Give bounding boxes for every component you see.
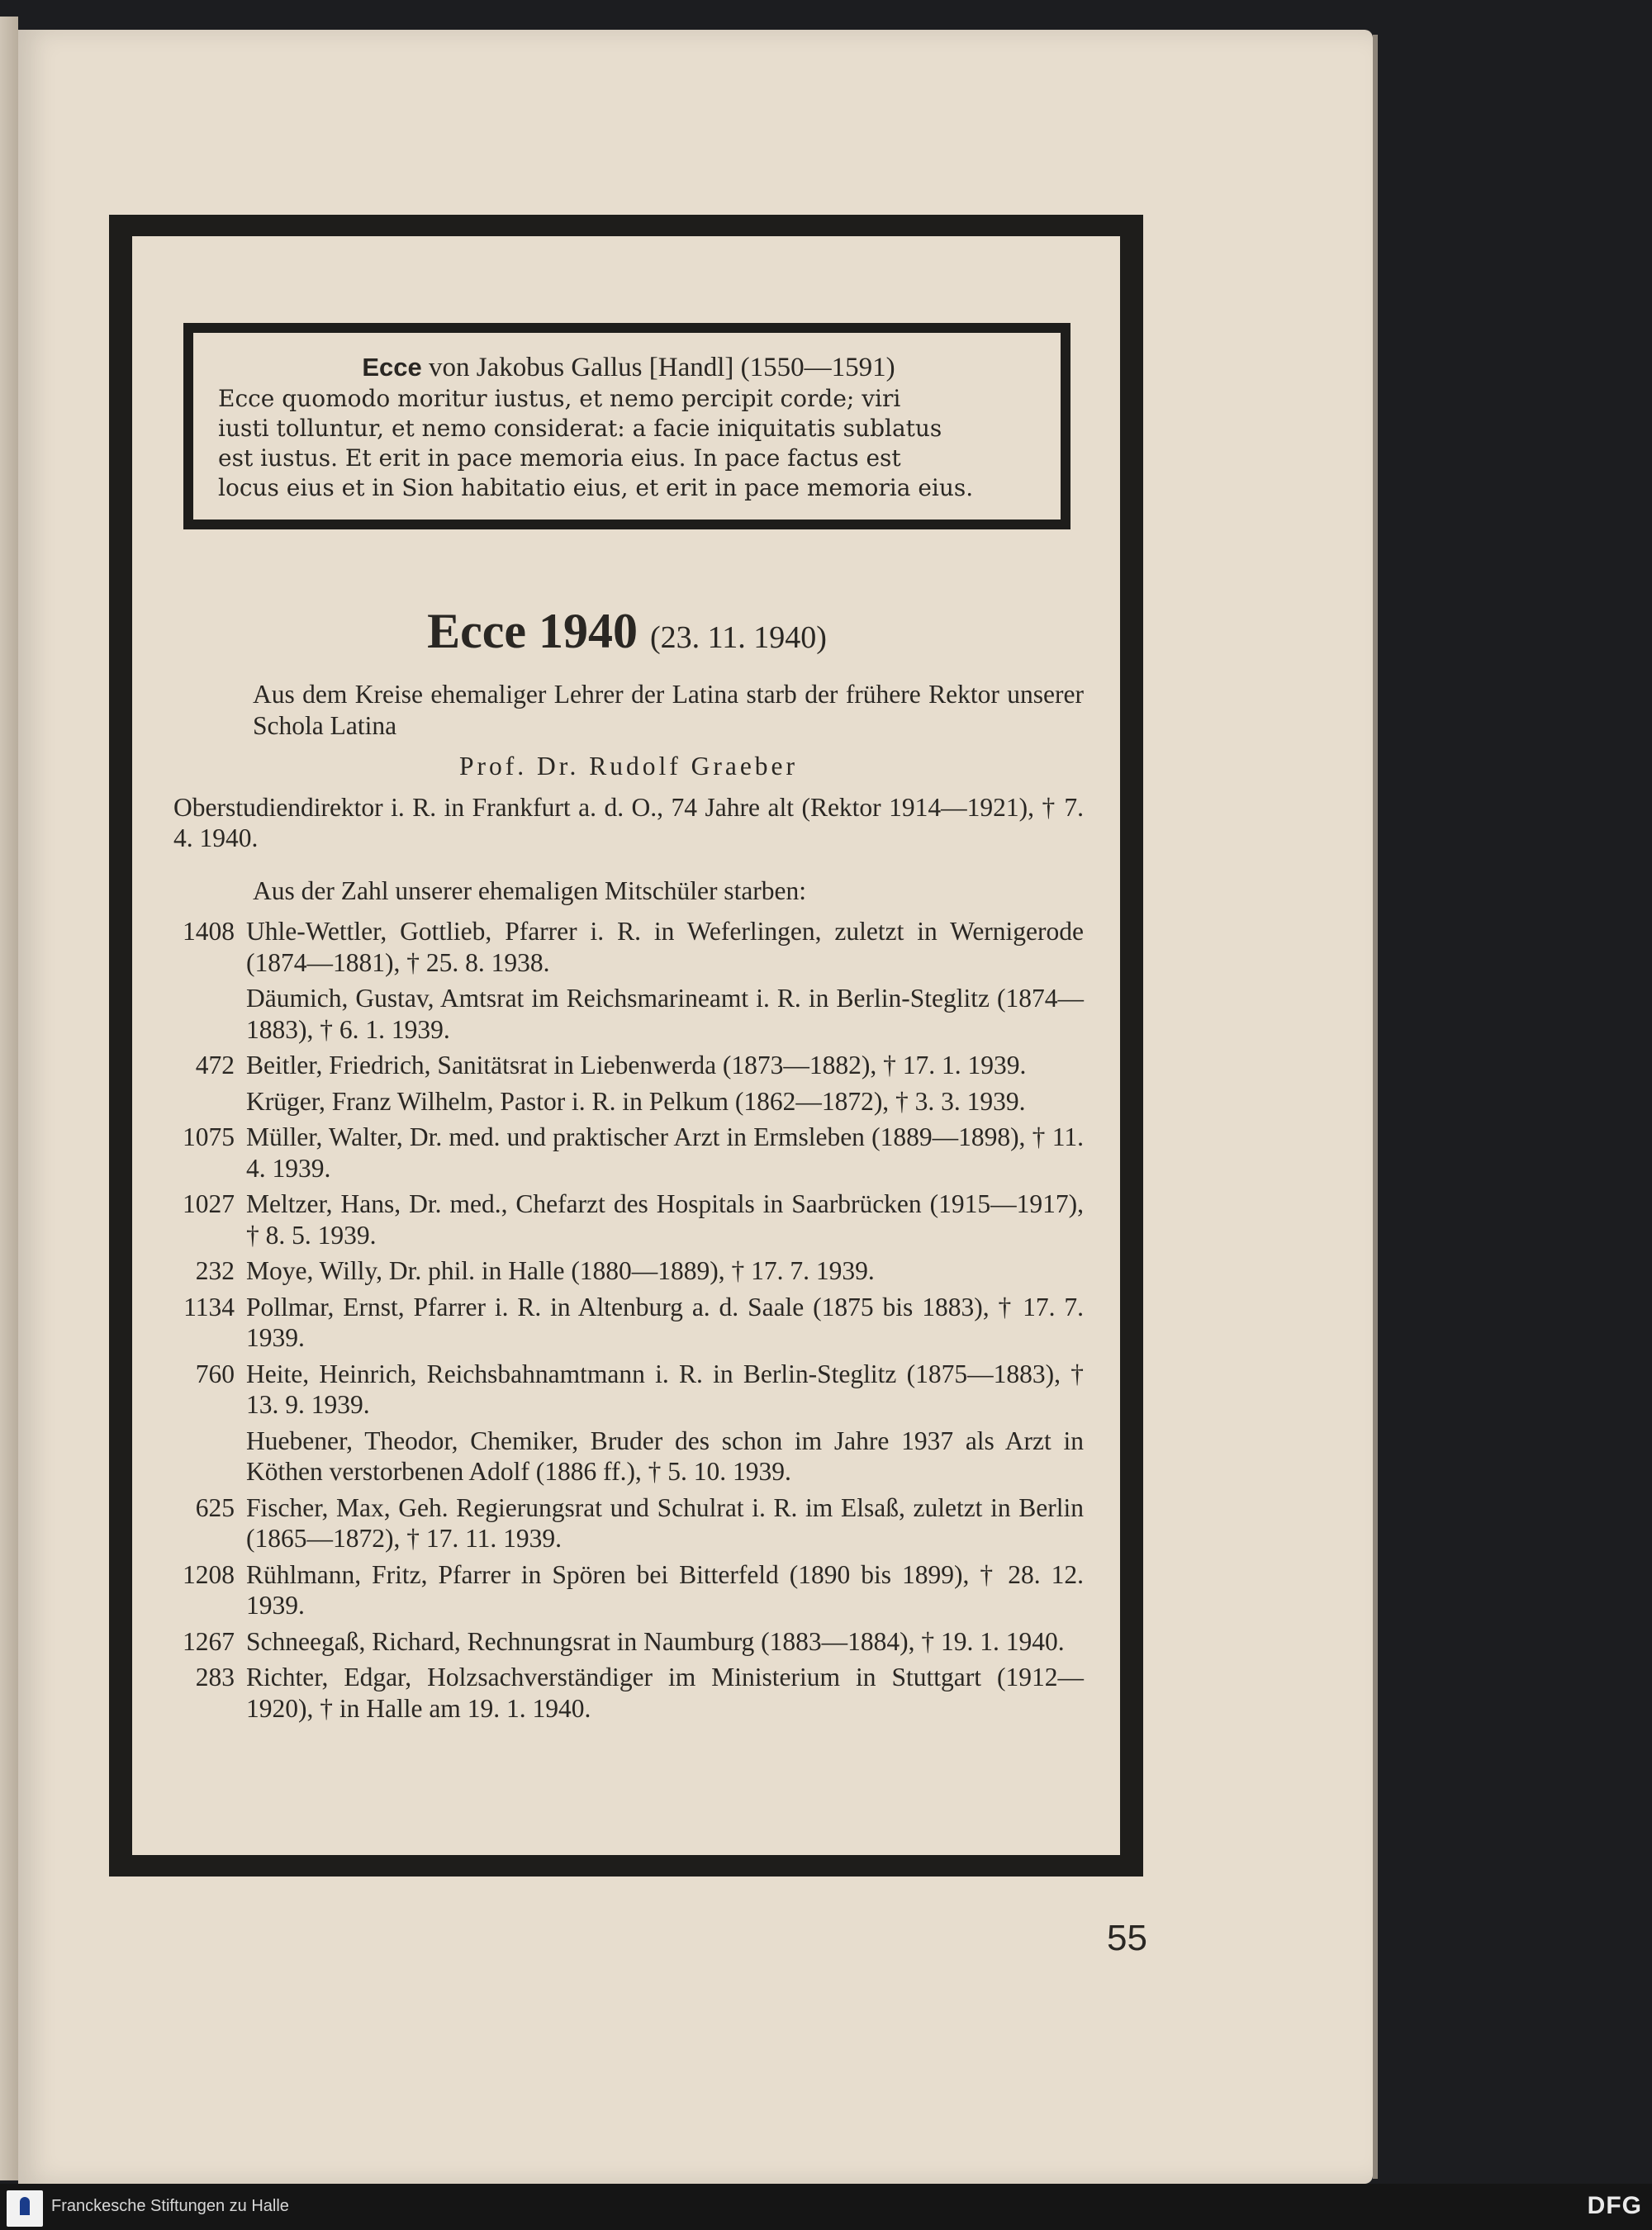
entry-text: Meltzer, Hans, Dr. med., Chefarzt des Hospitals in Saarbrücken (1915—1917), † 8. 5. 1939.	[246, 1189, 1084, 1250]
entry-text: Huebener, Theodor, Chemiker, Bruder des schon im Jahre 1937 als Arzt in Köthen verstorbenen Adolf (1886 ff.), † 5. 10. 1939.	[246, 1426, 1084, 1486]
entry-number: 283	[195, 1663, 235, 1691]
title-main: Ecce 1940	[427, 604, 638, 658]
entry-text: Rühlmann, Fritz, Pfarrer in Spören bei Bitterfeld (1890 bis 1899), † 28. 12. 1939.	[246, 1559, 1084, 1620]
ecce-motet-text	[218, 384, 1039, 503]
rector-detail: Oberstudiendirektor i. R. in Frankfurt a. d. O., 74 Jahre alt (Rektor 1914—1921), † 7. 4. 1940.	[173, 792, 1084, 852]
entry-text: Pollmar, Ernst, Pfarrer i. R. in Altenburg a. d. Saale (1875 bis 1883), † 17. 7. 1939.	[246, 1292, 1084, 1352]
ecce-motet-heading	[218, 353, 1039, 382]
institution-name[interactable]: Franckesche Stiftungen zu Halle	[51, 2197, 289, 2215]
entry-number: 1134	[183, 1292, 235, 1321]
entry-text: Beitler, Friedrich, Sanitätsrat in Liebenwerda (1873—1882), † 17. 1. 1939.	[246, 1051, 1027, 1079]
entry-number: 1075	[183, 1122, 235, 1151]
entry-text: Krüger, Franz Wilhelm, Pastor i. R. in Pelkum (1862—1872), † 3. 3. 1939.	[246, 1086, 1026, 1116]
page-edge	[1373, 35, 1378, 2179]
entry-text: Schneegaß, Richard, Rechnungsrat in Naumburg (1883—1884), † 19. 1. 1940.	[246, 1626, 1065, 1656]
list-item	[173, 916, 1084, 978]
entry-text: Uhle-Wettler, Gottlieb, Pfarrer i. R. in Weferlingen, zuletzt in Wernigerode (1874—1881), † 25. 8. 1938.	[246, 917, 1084, 977]
previous-page-edge	[0, 17, 18, 2180]
entry-text: Heite, Heinrich, Reichsbahnamtmann i. R. in Berlin-Steglitz (1875—1883), † 13. 9. 1939.	[246, 1359, 1084, 1419]
entry-number: 232	[195, 1256, 235, 1285]
list-item	[173, 1426, 1084, 1487]
ecce-motet-line: est iustus. Et erit in pace memoria eius. In pace factus est	[218, 444, 901, 472]
entry-text: Däumich, Gustav, Amtsrat im Reichsmarineamt i. R. in Berlin-Steglitz (1874—1883), † 6. 1. 1939.	[246, 984, 1084, 1044]
list-item	[173, 1086, 1084, 1117]
institution-logo-icon[interactable]	[7, 2190, 43, 2227]
list-item	[173, 1662, 1084, 1724]
ecce-motet-heading-bold: Ecce	[362, 353, 422, 382]
list-item	[173, 1050, 1084, 1081]
entry-text: Richter, Edgar, Holzsachverständiger im Ministerium in Stuttgart (1912—1920), † in Halle am 19. 1. 1940.	[246, 1663, 1084, 1723]
list-item	[173, 983, 1084, 1045]
entry-number: 1027	[183, 1189, 235, 1218]
viewer-footer-bar	[0, 2184, 1652, 2230]
page-number: 55	[1107, 1918, 1147, 1958]
alumni-subhead: Aus der Zahl unserer ehemaligen Mitschüler starben:	[253, 875, 807, 905]
list-item	[173, 1626, 1084, 1658]
list-item	[173, 1189, 1084, 1250]
entry-text: Moye, Willy, Dr. phil. in Halle (1880—1889), † 17. 7. 1939.	[246, 1256, 875, 1285]
entry-number: 1408	[183, 917, 235, 946]
entry-text: Fischer, Max, Geh. Regierungsrat und Schulrat i. R. im Elsaß, zuletzt in Berlin (1865—1872), † 17. 11. 1939.	[246, 1492, 1084, 1553]
entry-number: 1208	[183, 1559, 235, 1589]
obituary-content	[173, 679, 1084, 1729]
entry-number: 625	[195, 1492, 235, 1522]
ecce-motet-line: Ecce quomodo moritur iustus, et nemo percipit corde; viri	[218, 385, 901, 412]
intro-text: Aus dem Kreise ehemaliger Lehrer der Latina starb der frühere Rektor unserer Schola Latina	[253, 680, 1084, 740]
list-item	[173, 1255, 1084, 1287]
dfg-logo[interactable]: DFG	[1587, 2192, 1642, 2219]
entry-text: Müller, Walter, Dr. med. und praktischer Arzt in Ermsleben (1889—1898), † 11. 4. 1939.	[246, 1122, 1084, 1183]
title-date: (23. 11. 1940)	[650, 620, 827, 655]
entry-number: 472	[195, 1051, 235, 1079]
entry-number: 1267	[183, 1626, 235, 1656]
list-item	[173, 1559, 1084, 1621]
page-title	[183, 603, 1070, 660]
list-item	[173, 1292, 1084, 1354]
entry-number: 760	[195, 1359, 235, 1388]
ecce-motet-heading-rest: von Jakobus Gallus [Handl] (1550—1591)	[421, 353, 895, 382]
ecce-motet-line: locus eius et in Sion habitatio eius, et erit in pace memoria eius.	[218, 474, 974, 501]
obituary-list	[173, 916, 1084, 1724]
rector-name: Prof. Dr. Rudolf Graeber	[458, 752, 799, 780]
ecce-motet-box	[183, 323, 1070, 529]
ecce-motet-line: iusti tolluntur, et nemo considerat: a facie iniquitatis sublatus	[218, 415, 942, 442]
list-item	[173, 1359, 1084, 1421]
list-item	[173, 1492, 1084, 1554]
list-item	[173, 1122, 1084, 1184]
